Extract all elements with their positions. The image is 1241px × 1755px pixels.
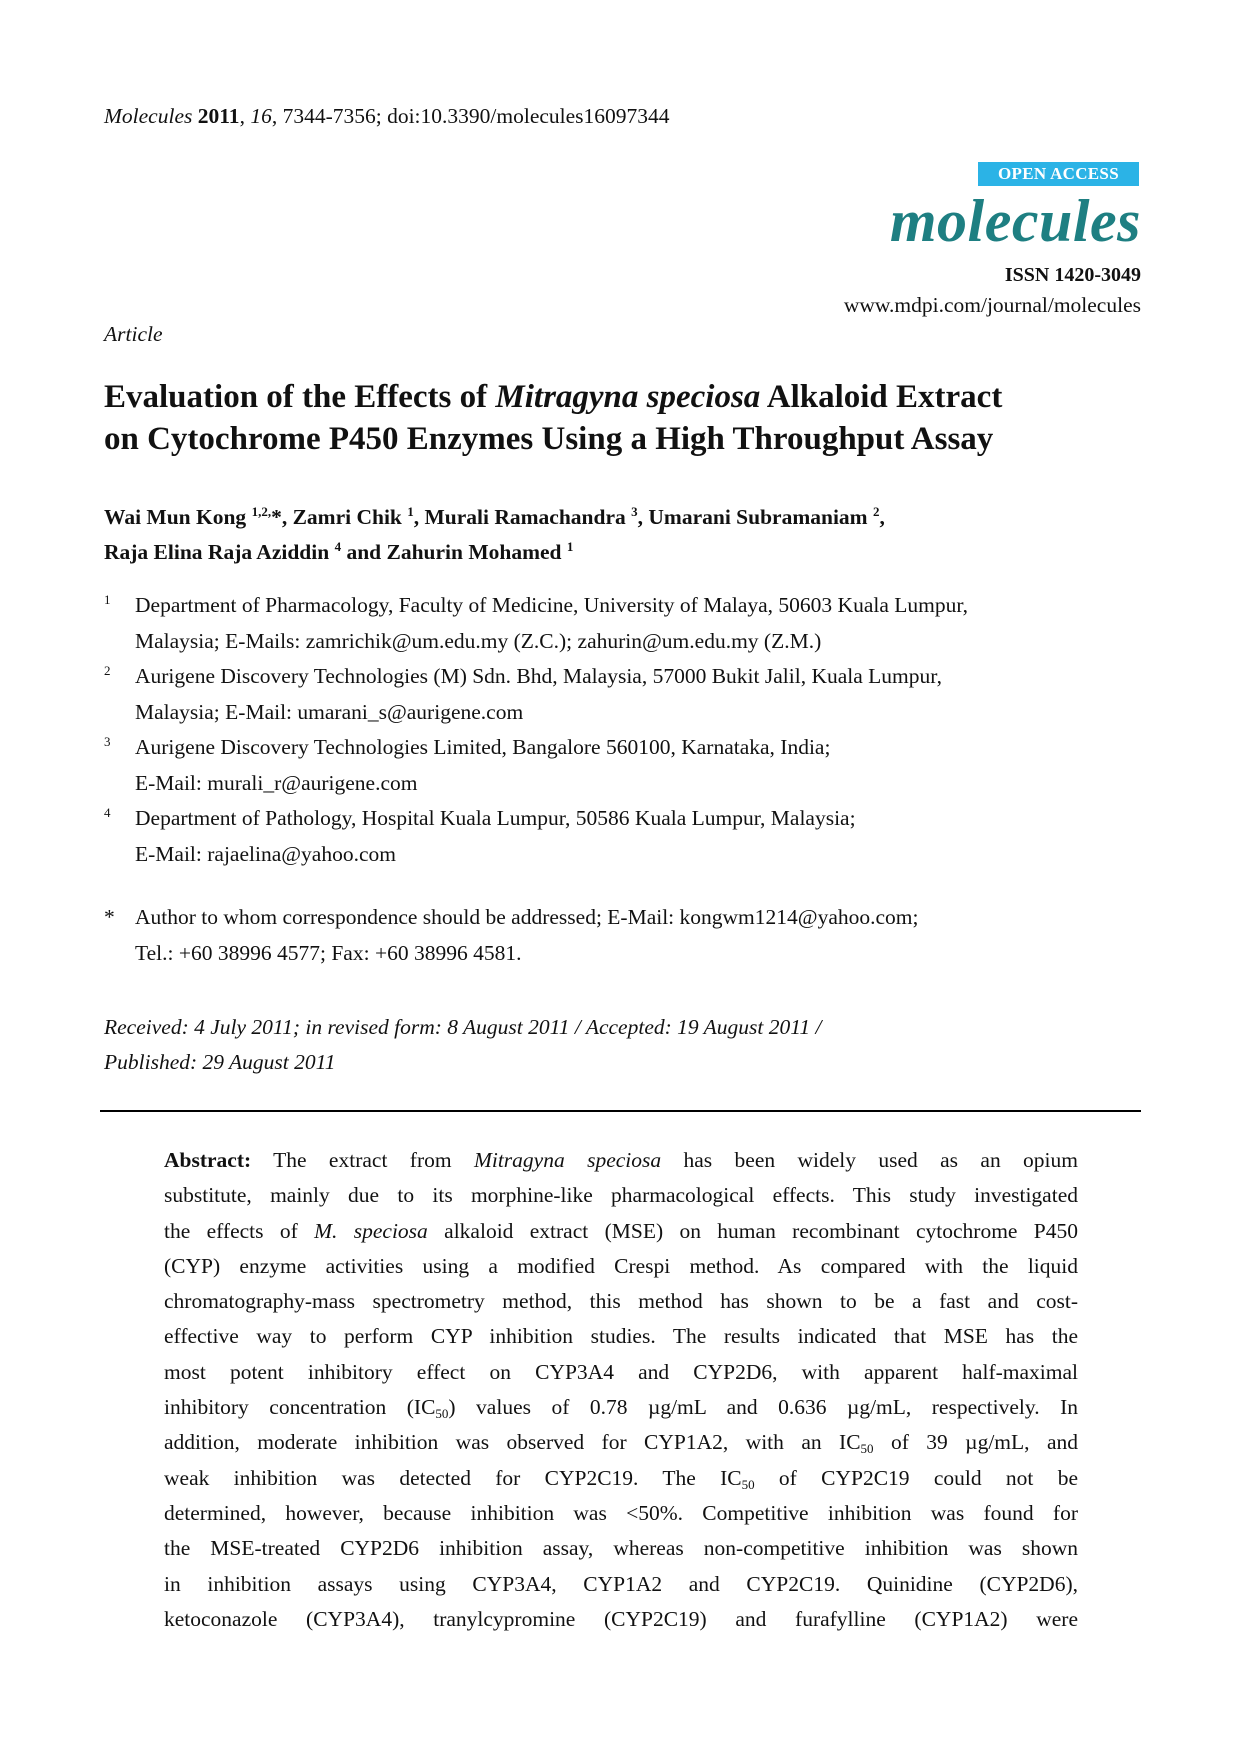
section-divider xyxy=(100,1110,1141,1112)
correspondence-note: * Author to whom correspondence should be addressed; E-Mail: kongwm1214@yahoo.com; Tel.: +60 38996 4577; Fax: +60 38996 4581. xyxy=(104,900,919,971)
author-line-1: Wai Mun Kong $^{1,2,}$*, Zamri Chik $^1$, Murali Ramachandra $^3$, Umarani Subramaniam $^2$, xyxy=(104,504,885,529)
author-name: and Zahurin Mohamed xyxy=(341,540,562,564)
open-access-badge: OPEN ACCESS xyxy=(978,162,1139,186)
title-species-name: Mitragyna speciosa xyxy=(495,379,761,415)
author-name: , Umarani Subramaniam xyxy=(637,505,868,529)
author-affil-sup: 1 xyxy=(566,539,574,554)
abstract-label: Abstract: xyxy=(164,1148,252,1172)
citation-line: Molecules 2011, 16, 7344-7356; doi:10.3390/molecules16097344 xyxy=(104,104,670,128)
citation-journal: Molecules xyxy=(104,104,193,128)
citation-volume: 16 xyxy=(250,104,272,128)
article-type: Article xyxy=(104,322,163,346)
affiliation-item: 2 Aurigene Discovery Technologies (M) Sdn. Bhd, Malaysia, 57000 Bukit Jalil, Kuala Lumpur, Malaysia; E-Mail: umarani_s@aurigene.com xyxy=(104,659,968,730)
author-affil-sup: 4 xyxy=(334,539,342,554)
title-line-2: on Cytochrome P450 Enzymes Using a High Throughput Assay xyxy=(104,421,994,457)
affiliation-item: 3 Aurigene Discovery Technologies Limited, Bangalore 560100, Karnataka, India; E-Mail: murali_r@aurigene.com xyxy=(104,730,968,801)
publication-dates: Received: 4 July 2011; in revised form: 8 August 2011 / Accepted: 19 August 2011 / Published: 29 August 2011 xyxy=(104,1015,822,1074)
affiliation-list xyxy=(104,588,968,872)
author-affil-sup: 1,2, xyxy=(251,504,272,519)
author-name: , Murali Ramachandra xyxy=(413,505,626,529)
author-name: Raja Elina Raja Aziddin xyxy=(104,540,330,564)
affiliation-item: 4 Department of Pathology, Hospital Kuala Lumpur, 50586 Kuala Lumpur, Malaysia; E-Mail: rajaelina@yahoo.com xyxy=(104,801,968,872)
author-line-2 xyxy=(104,535,885,570)
author-affil-sup: 1 xyxy=(407,504,414,519)
affiliation-number: 4 xyxy=(104,805,111,820)
citation-year: 2011 xyxy=(197,104,240,128)
citation-pages-doi: , 7344-7356; doi:10.3390/molecules16097344 xyxy=(271,104,670,128)
author-name: , Zamri Chik xyxy=(281,505,402,529)
correspondence-star: * xyxy=(104,905,115,929)
corresponding-star: * xyxy=(271,505,282,529)
title-line-1: Evaluation of the Effects of Mitragyna speciosa Alkaloid Extract xyxy=(104,379,1003,415)
author-affil-sup: 3 xyxy=(631,504,638,519)
journal-url[interactable]: www.mdpi.com/journal/molecules xyxy=(843,293,1141,317)
abstract: Abstract: The extract from Mitragyna speciosa has been widely used as an opium substitute, mainly due to its morphine-like pharmacological effects. This study investigated the effects of M. speciosa alkaloid extract (MSE) on human recombinant cytochrome P450 (CYP) enzyme activities using a modified Crespi method. As compared with the liquid chromatography-mass spectrometry method, this method has shown to be a fast and cost- effective way to perform CYP inhibition studies. The results indicated that MSE has the most potent inhibitory effect on CYP3A4 and CYP2D6, with apparent half-maximal inhibitory concentration $(IC_{50})$ values of 0.78 µg/mL and 0.636 µg/mL, respectively. In addition, moderate inhibition was observed for CYP1A2, with an $IC_{50}$ of 39 µg/mL, and weak inhibition was detected for CYP2C19. The $IC_{50}$ of CYP2C19 could not be determined, however, because inhibition was <50%. Competitive inhibition was found for the MSE-treated CYP2D6 inhibition assay, whereas non-competitive inhibition was shown in inhibition assays using CYP3A4, CYP1A2 and CYP2C19. Quinidine (CYP2D6), ketoconazole (CYP3A4), tranylcypromine (CYP2C19) and furafylline (CYP1A2) were xyxy=(164,1148,1079,1631)
author-affil-sup: 2 xyxy=(872,504,880,519)
affiliation-number: 3 xyxy=(104,734,111,749)
journal-issn: ISSN 1420-3049 xyxy=(1004,264,1141,286)
affiliation-number: 2 xyxy=(104,663,111,678)
paper-title xyxy=(104,376,1154,460)
affiliation-item: 1 Department of Pharmacology, Faculty of Medicine, University of Malaya, 50603 Kuala Lumpur, Malaysia; E-Mails: zamrichik@um.edu.my (Z.C.); zahurin@um.edu.my (Z.M.) xyxy=(104,588,968,659)
author-name: Wai Mun Kong xyxy=(104,505,247,529)
author-list xyxy=(104,500,885,570)
journal-logo: molecules xyxy=(889,188,1141,254)
affiliation-number: 1 xyxy=(104,592,111,607)
